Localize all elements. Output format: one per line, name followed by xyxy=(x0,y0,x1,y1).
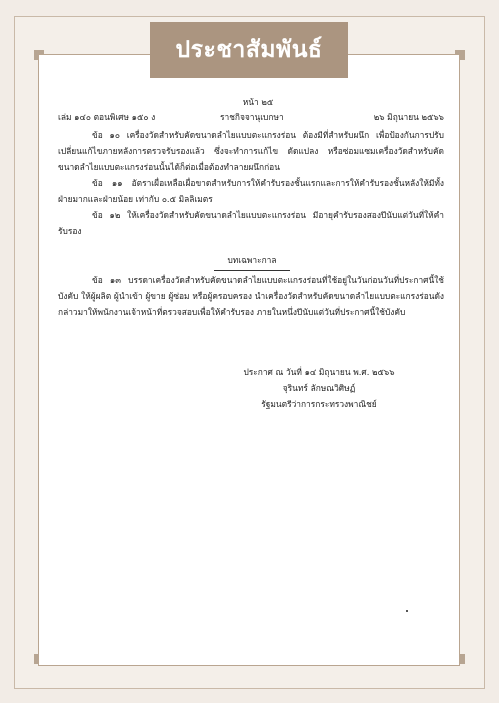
body-paragraphs xyxy=(58,127,444,239)
heading-underline xyxy=(214,270,290,271)
volume-info: เล่ม ๑๔๐ ตอนพิเศษ ๑๕๐ ง xyxy=(58,112,156,122)
transitional-paragraphs xyxy=(58,272,444,320)
gazette-meta-row xyxy=(58,109,444,125)
gazette-name: ราชกิจจานุเบกษา xyxy=(220,112,284,122)
transitional-heading: บทเฉพาะกาล xyxy=(227,255,277,265)
announcement-date: ประกาศ ณ วันที่ ๑๔ มิถุนายน พ.ศ. ๒๕๖๖ xyxy=(243,367,395,377)
speck-mark xyxy=(406,610,408,612)
paragraph-clause-13: ข้อ ๑๓ บรรดาเครื่องวัดสำหรับคัดขนาดลำไยแบบตะแกรงร่อนที่ใช้อยู่ในวันก่อนวันที่ประกาศนี้ใช้บังคับ ให้ผู้ผลิต ผู้นำเข้า ผู้ขาย ผู้ซ่อม หรือผู้ครอบครอง นำเครื่องวัดสำหรับคัดขนาดลำไยแบบตะแกรงร่อนดังกล่าวมาให้พนักงานเจ้าหน้าที่ตรวจสอบเพื่อให้คำรับรอง ภายในหนึ่งปีนับแต่วันที่ประกาศนี้ใช้บังคับ xyxy=(58,275,444,317)
signatory-position: รัฐมนตรีว่าการกระทรวงพาณิชย์ xyxy=(261,399,377,409)
page-number: หน้า ๒๕ xyxy=(242,97,274,107)
paragraph-clause-11: ข้อ ๑๑ อัตราเผื่อเหลือเผื่อขาดสำหรับการให้คำรับรองชั้นแรกและการให้คำรับรองชั้นหลังให้มีทั้งฝ่ายมากและฝ่ายน้อย เท่ากับ ๐.๕ มิลลิเมตร xyxy=(58,178,444,204)
paragraph-clause-10: ข้อ ๑๐ เครื่องวัดสำหรับคัดขนาดลำไยแบบตะแกรงร่อน ต้องมีที่สำหรับผนึก เพื่อป้องกันการปรับเปลี่ยนแก้ไขภายหลังการตรวจรับรองแล้ว ซึ่งจะทำการแก้ไข ดัดแปลง หรือซ่อมแซมเครื่องวัดสำหรับคัดขนาดลำไยแบบตะแกรงร่อนนั้นได้ก็ต่อเมื่อต้องทำลายผนึกก่อน xyxy=(58,130,444,172)
header-banner: ประชาสัมพันธ์ xyxy=(150,22,348,78)
publish-date: ๒๖ มิถุนายน ๒๕๖๖ xyxy=(373,112,444,122)
paragraph-clause-12: ข้อ ๑๒ ให้เครื่องวัดสำหรับคัดขนาดลำไยแบบตะแกรงร่อน มีอายุคำรับรองสองปีนับแต่วันที่ให้คำรับรอง xyxy=(58,210,444,236)
signature-block xyxy=(204,364,434,412)
signatory-name: จุรินทร์ ลักษณวิศิษฏ์ xyxy=(282,383,356,393)
